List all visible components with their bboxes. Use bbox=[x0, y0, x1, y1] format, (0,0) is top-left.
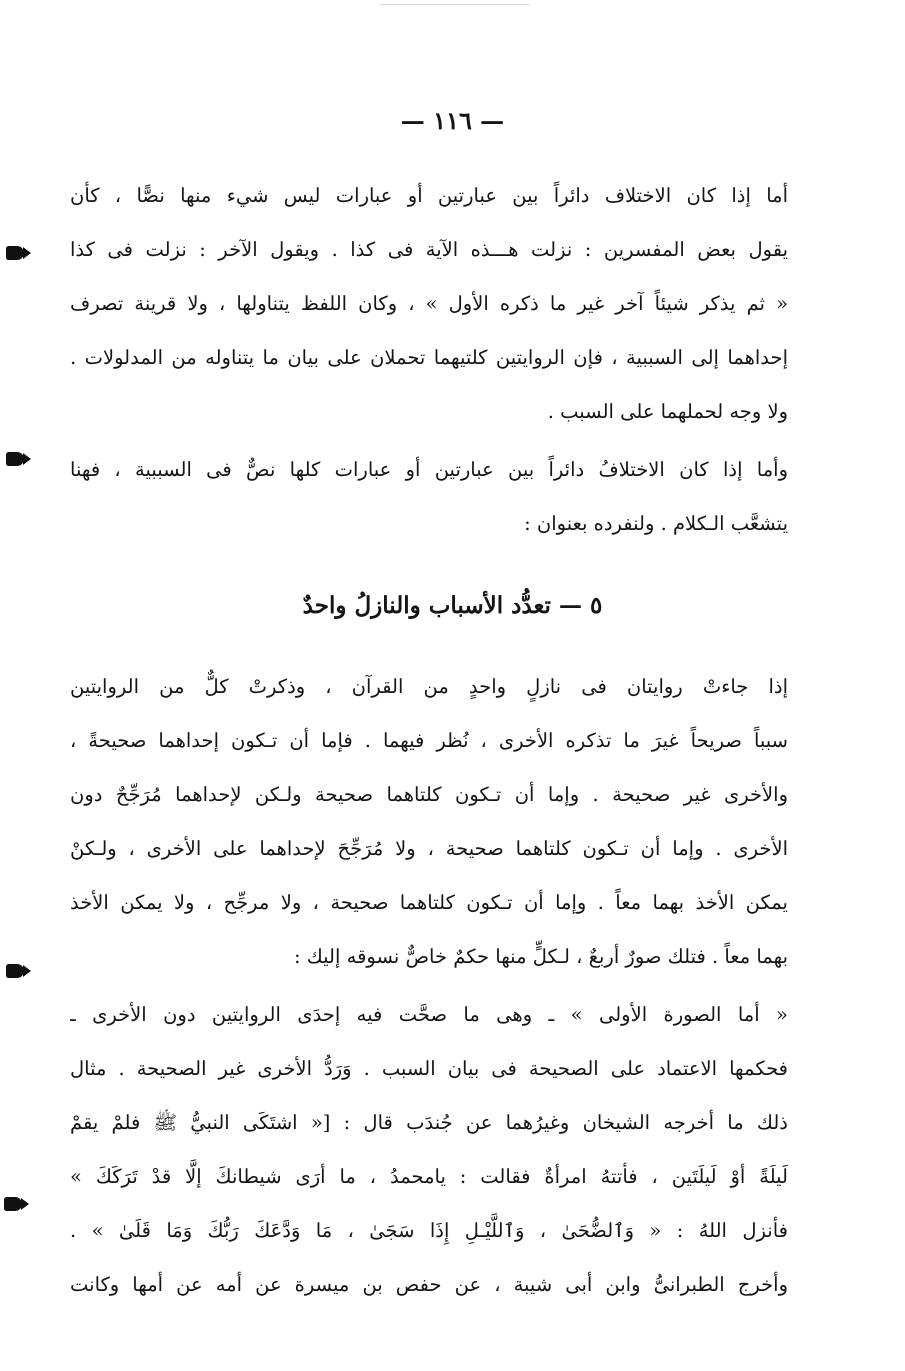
scan-artifact-line bbox=[380, 4, 530, 5]
margin-marker bbox=[6, 452, 24, 466]
text-line: فأنزل اللهُ : « وَٱلضُّحَىٰ ، وَٱللَّيْـلِ إِذَا سَجَىٰ ، مَا وَدَّعَكَ رَبُّكَ وَمَا قَلَىٰ » . bbox=[70, 1219, 788, 1242]
text-line: إحداهما إلى السببية ، فإن الروايتين كلتيهما تحملان على بيان ما يتناوله من المدلولات . bbox=[70, 346, 788, 369]
text-line: يتشعَّب الـكلام . ولنفرده بعنوان : bbox=[524, 512, 788, 535]
paragraph-3 bbox=[70, 660, 788, 984]
text-line: ذلك ما أخرجه الشيخان وغيرُهما عن جُندَب قال : [« اشتَكَى النبيُّ ﷺ فلمْ يقمْ bbox=[70, 1111, 788, 1134]
text-line: ولا وجه لحملهما على السبب . bbox=[547, 400, 788, 423]
margin-marker bbox=[6, 246, 24, 260]
text-line: فحكمها الاعتماد على الصحيحة فى بيان السبب . وَرَدُّ الأخرى غير الصحيحة . مثال bbox=[70, 1057, 788, 1080]
page-number: — ١١٦ — bbox=[400, 106, 505, 135]
text-line: الأخرى . وإما أن تـكون كلتاهما صحيحة ، ولا مُرَجِّحَ لإحداهما على الأخرى ، ولـكنْ bbox=[70, 837, 788, 860]
margin-marker bbox=[4, 1197, 22, 1211]
text-line: « ثم يذكر شيئاً آخر غير ما ذكره الأول » ، وكان اللفظ يتناولها ، ولا قرينة تصرف bbox=[70, 292, 788, 315]
margin-marker bbox=[6, 964, 24, 978]
text-line: يمكن الأخذ بهما معاً . وإما أن تـكون كلتاهما صحيحة ، ولا مرجِّح ، ولا يمكن الأخذ bbox=[70, 891, 788, 914]
text-line: « أما الصورة الأولى » ـ وهى ما صحَّت فيه إحدَى الروايتين دون الأخرى ـ bbox=[70, 1003, 788, 1026]
paragraph-1 bbox=[70, 169, 788, 439]
text-line: أما إذا كان الاختلاف دائراً بين عبارتين أو عبارات ليس شيء منها نصًّا ، كأن bbox=[70, 184, 788, 207]
text-line: إذا جاءتْ روايتان فى نازلٍ واحدٍ من القرآن ، وذكرتْ كلٌّ من الروايتين bbox=[70, 675, 788, 698]
paragraph-2 bbox=[70, 443, 788, 551]
text-line: لَيلَةً أوْ لَيلَتَين ، فأتتهُ امرأةٌ فقالت : يامحمدُ ، ما أرَى شيطانكَ إلَّا قدْ تَرَكَكَ » bbox=[70, 1165, 788, 1188]
text-line: والأخرى غير صحيحة . وإما أن تـكون كلتاهما صحيحة ولـكن لإحداهما مُرَجِّحٌ دون bbox=[70, 783, 788, 806]
text-line: يقول بعض المفسرين : نزلت هـــذه الآية فى كذا . ويقول الآخر : نزلت فى كذا bbox=[70, 238, 788, 261]
text-line: وأخرج الطبرانىُّ وابن أبى شيبة ، عن حفص بن ميسرة عن أمه عن أمها وكانت bbox=[70, 1273, 788, 1296]
section-title: ٥ — تعدُّد الأسباب والنازلُ واحدٌ bbox=[302, 592, 603, 619]
text-line: وأما إذا كان الاختلافُ دائراً بين عبارتين أو عبارات كلها نصٌّ فى السببية ، فهنا bbox=[70, 458, 788, 481]
text-line: بهما معاً . فتلك صورٌ أربعٌ ، لـكلٍّ منها حكمٌ خاصٌّ نسوقه إليك : bbox=[293, 945, 788, 968]
paragraph-4 bbox=[70, 988, 788, 1312]
text-line: سبباً صريحاً غيرَ ما تذكره الأخرى ، نُظر فيهما . فإما أن تـكون إحداهما صحيحةً ، bbox=[70, 729, 788, 752]
